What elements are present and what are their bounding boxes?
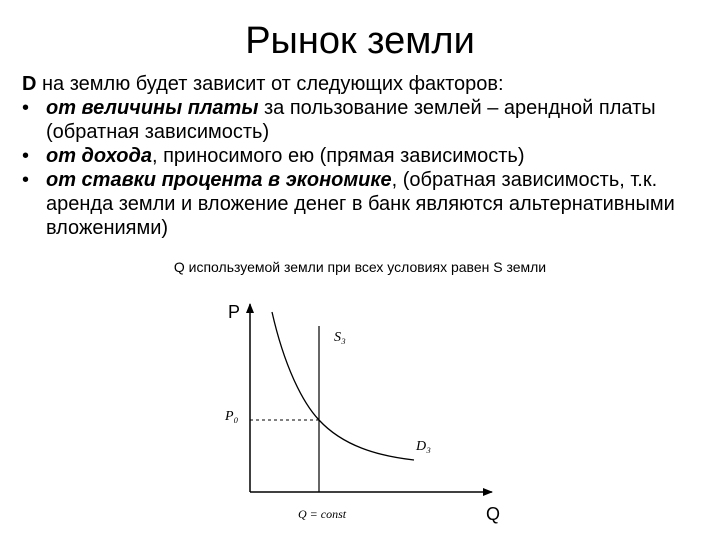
bullet-text: , приносимого ею (прямая зависимость) — [151, 145, 525, 167]
supply-label: S₃ — [334, 330, 346, 345]
y-axis-label: P — [228, 302, 241, 322]
bullet-emphasis: от дохода — [46, 145, 152, 167]
intro-bold: D — [22, 73, 37, 95]
note-text: Q используемой земли при всех условиях равен S земли — [173, 259, 547, 275]
bullet-emphasis: от ставки процента в экономике — [46, 169, 392, 191]
bullet-icon: • — [22, 169, 30, 191]
bullet-emphasis: от величины платы — [46, 97, 259, 119]
bullet-text: , (обратная зависимость, т.к. аренда земли и вложение денег в банк являются альтернативными вложениями) — [46, 169, 675, 239]
quantity-label: Q = const — [298, 507, 347, 521]
bullet-icon: • — [22, 145, 30, 167]
page-title: Рынок земли — [245, 20, 475, 62]
demand-label: D₃ — [416, 439, 431, 454]
bullet-text: за пользование землей – арендной платы (обратная зависимость) — [46, 97, 656, 143]
bullet-icon: • — [22, 97, 30, 119]
price-label: P₀ — [225, 409, 239, 424]
intro-text: на землю будет зависит от следующих факторов: — [36, 73, 504, 95]
x-axis-label: Q — [486, 504, 501, 524]
